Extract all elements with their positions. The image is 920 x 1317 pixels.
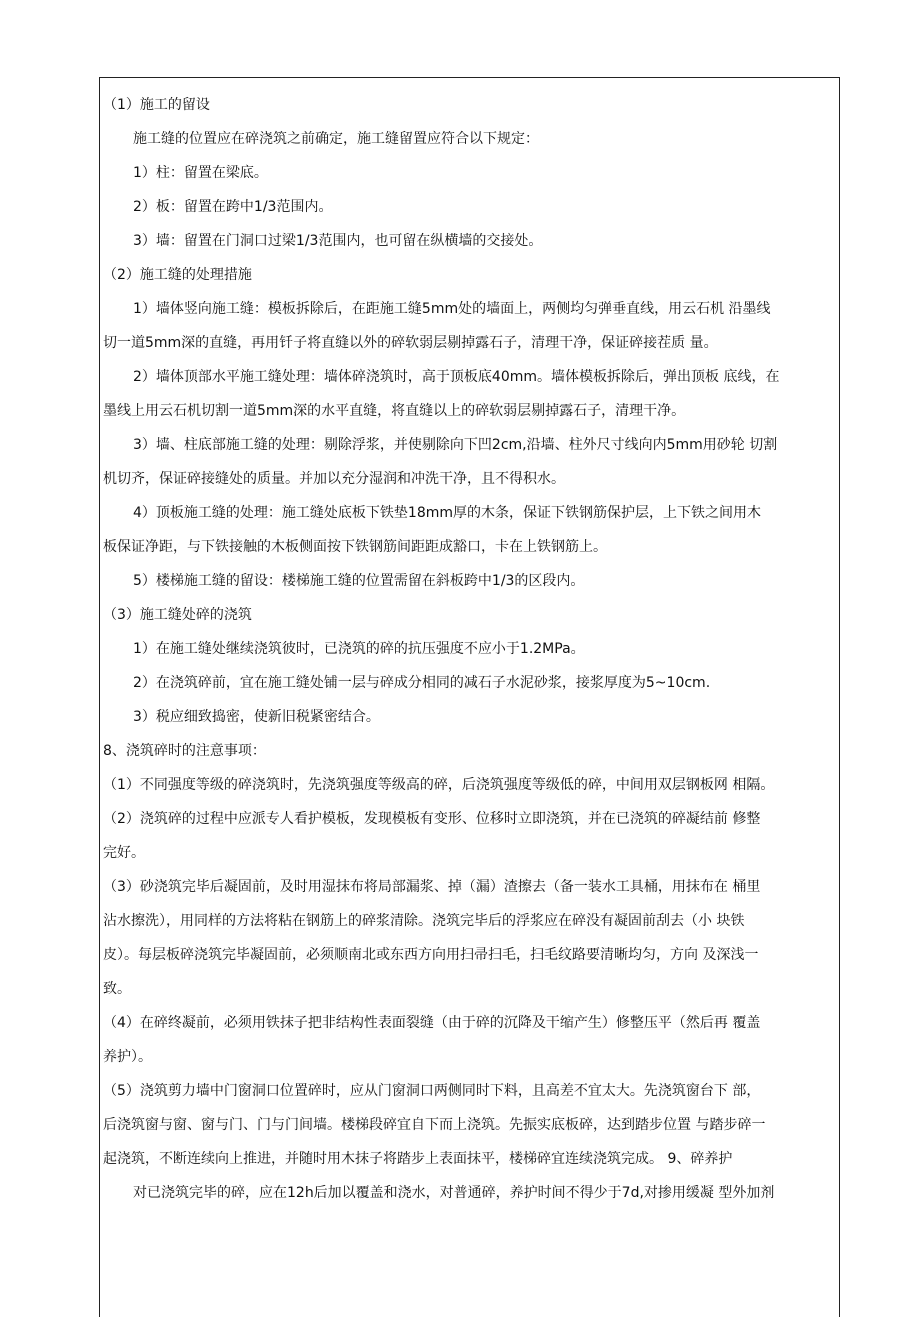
paragraph-line: 致。 xyxy=(103,981,131,997)
paragraph-line: 墨线上用云石机切割一道5mm深的水平直缝，将直缝以上的碎软弱层剔掉露石子，清理干净。 xyxy=(103,403,686,419)
list-item: 1）在施工缝处继续浇筑彼时，已浇筑的碎的抗压强度不应小于1.2MPa。 xyxy=(133,641,585,657)
paragraph-line: （5）浇筑剪力墙中门窗洞口位置碎时，应从门窗洞口两侧同时下料，且高差不宜太大。先浇筑窗台下 部， xyxy=(103,1083,761,1099)
paragraph-line: 1）墙体竖向施工缝：模板拆除后，在距施工缝5mm处的墙面上，两侧均匀弹垂直线，用云石机 沿墨线 xyxy=(133,301,771,317)
paragraph-line: （4）在碎终凝前，必须用铁抹子把非结构性表面裂缝（由于碎的沉降及干缩产生）修整压平（然后再 覆盖 xyxy=(103,1015,761,1031)
paragraph-line: 后浇筑窗与窗、窗与门、门与门间墙。楼梯段碎宜自下而上浇筑。先振实底板碎，达到踏步位置 与踏步碎一 xyxy=(103,1117,766,1133)
paragraph-line: 沾水擦洗），用同样的方法将粘在钢筋上的碎浆清除。浇筑完毕后的浮浆应在碎没有凝固前刮去（小 块铁 xyxy=(103,913,745,929)
paragraph-line: （2）浇筑碎的过程中应派专人看护模板，发现模板有变形、位移时立即浇筑，并在已浇筑的碎凝结前 修整 xyxy=(103,811,761,827)
section-heading: （1）施工的留设 xyxy=(103,97,210,113)
section-heading: （2）施工缝的处理措施 xyxy=(103,267,252,283)
paragraph-line: 4）顶板施工缝的处理：施工缝处底板下铁垫18mm厚的木条，保证下铁钢筋保护层，上下铁之间用木 xyxy=(133,505,761,521)
paragraph-line: 起浇筑，不断连续向上推进，并随时用木抹子将踏步上表面抹平，楼梯碎宜连续浇筑完成。 9、碎养护 xyxy=(103,1151,733,1167)
paragraph-line: 机切齐，保证碎接缝处的质量。并加以充分湿润和冲洗干净，且不得积水。 xyxy=(103,471,565,487)
paragraph-line: 完好。 xyxy=(103,845,145,861)
paragraph-line: （3）砂浇筑完毕后凝固前，及时用湿抹布将局部漏浆、掉（漏）渣擦去（备一装水工具桶，用抹布在 桶里 xyxy=(103,879,761,895)
paragraph-line: 5）楼梯施工缝的留设：楼梯施工缝的位置需留在斜板跨中1/3的区段内。 xyxy=(133,573,585,589)
document-content xyxy=(103,88,835,1210)
paragraph-line: 2）墙体顶部水平施工缝处理：墙体碎浇筑时，高于顶板底40mm。墙体模板拆除后，弹出顶板 底线，在 xyxy=(133,369,780,385)
paragraph-line: 养护）。 xyxy=(103,1049,152,1065)
list-item: 3）墙：留置在门洞口过梁1/3范围内，也可留在纵横墙的交接处。 xyxy=(133,233,543,249)
list-item: 1）柱：留置在梁底。 xyxy=(133,165,268,181)
paragraph-line: （1）不同强度等级的碎浇筑时，先浇筑强度等级高的碎，后浇筑强度等级低的碎，中间用双层钢板网 相隔。 xyxy=(103,777,775,793)
paragraph-line: 板保证净距，与下铁接触的木板侧面按下铁钢筋间距距成豁口，卡在上铁钢筋上。 xyxy=(103,539,607,555)
paragraph-line: 3）墙、柱底部施工缝的处理：剔除浮浆，并使剔除向下凹2cm,沿墙、柱外尺寸线向内5mm用砂轮 切割 xyxy=(133,437,778,453)
paragraph-line: 施工缝的位置应在碎浇筑之前确定，施工缝留置应符合以下规定： xyxy=(133,131,539,147)
list-item: 3）税应细致捣密，使新旧税紧密结合。 xyxy=(133,709,380,725)
list-item: 2）在浇筑碎前，宜在施工缝处铺一层与碎成分相同的减石子水泥砂浆，接浆厚度为5~10cm. xyxy=(133,675,711,691)
paragraph-line: 切一道5mm深的直缝，再用钎子将直缝以外的碎软弱层剔掉露石子，清理干净，保证碎接茬质 量。 xyxy=(103,335,718,351)
section-heading: 8、浇筑碎时的注意事项： xyxy=(103,743,266,759)
list-item: 2）板：留置在跨中1/3范围内。 xyxy=(133,199,333,215)
section-heading: （3）施工缝处碎的浇筑 xyxy=(103,607,252,623)
paragraph-line: 皮）。每层板碎浇筑完毕凝固前，必须顺南北或东西方向用扫帚扫毛，扫毛纹路要清晰均匀，方向 及深浅一 xyxy=(103,947,759,963)
paragraph-line: 对已浇筑完毕的碎，应在12h后加以覆盖和浇水，对普通碎，养护时间不得少于7d,对掺用缓凝 型外加剂 xyxy=(133,1185,775,1201)
